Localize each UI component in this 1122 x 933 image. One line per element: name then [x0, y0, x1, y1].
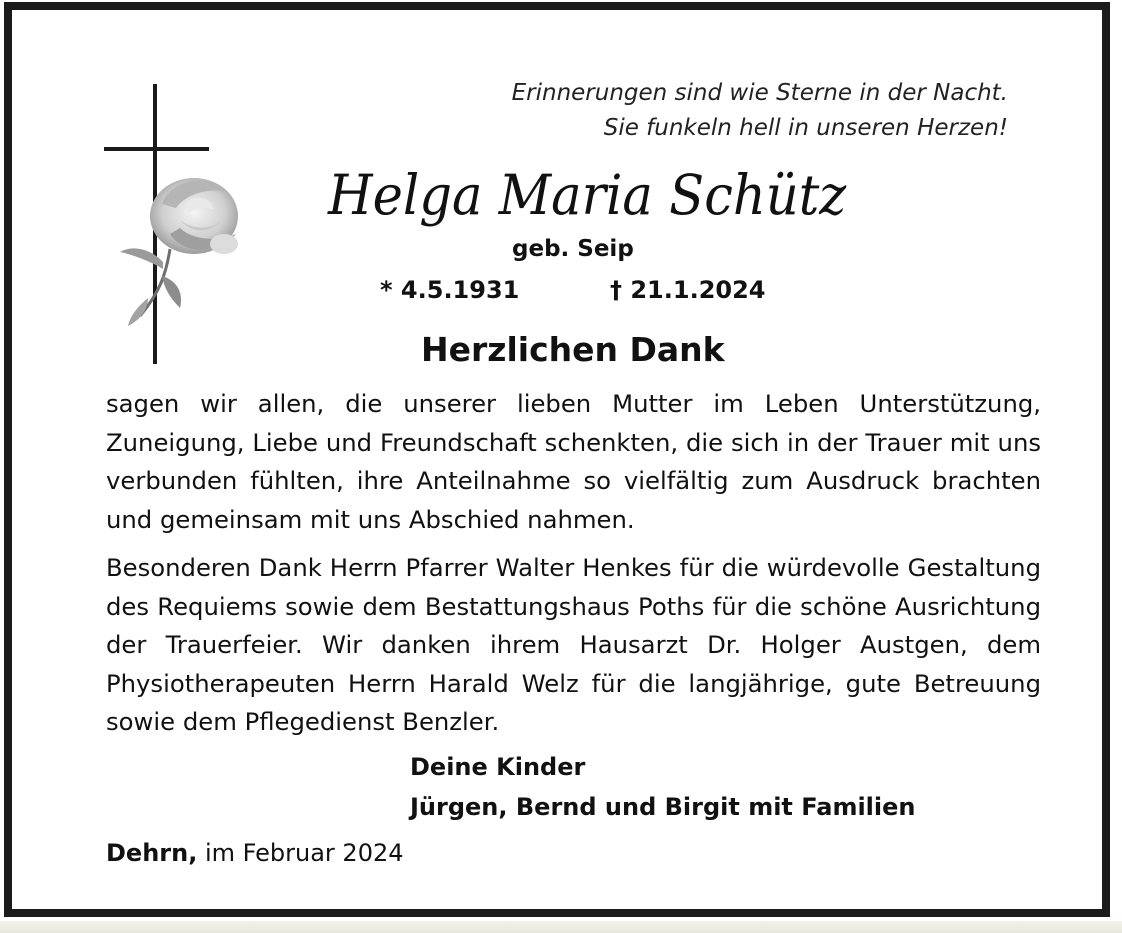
death-date-value: 21.1.2024: [630, 276, 766, 304]
place-name: Dehrn,: [106, 839, 198, 867]
deceased-name: Helga Maria Schütz: [328, 163, 847, 227]
birth-date-value: 4.5.1931: [400, 276, 520, 304]
thanks-heading: Herzlichen Dank: [421, 330, 725, 369]
special-thanks-paragraph: Besonderen Dank Herrn Pfarrer Walter Henkes für die würdevolle Gestaltung des Requiems sowie dem Bestattungshaus Poths für die schöne Ausrichtung der Trauerfeier. Wir danken ihrem Hausarzt Dr. Holger Austgen, dem Physiotherapeuten Herrn Harald Welz für die langjährige, gute Betreuung sowie dem Pflegedienst Benzler.: [106, 553, 1041, 736]
date-text: im Februar 2024: [204, 839, 404, 867]
motto-line-1: Erinnerungen sind wie Sterne in der Nacht.: [511, 80, 1008, 106]
motto-line-2: Sie funkeln hell in unseren Herzen!: [603, 115, 1008, 141]
signature-line-1: Deine Kinder: [410, 753, 586, 781]
birth-symbol: *: [380, 276, 393, 304]
motto-quote: [512, 76, 1008, 146]
place-date: [106, 839, 404, 867]
signature-line-2: Jürgen, Bernd und Birgit mit Familien: [410, 793, 916, 821]
maiden-name: geb. Seip: [512, 236, 634, 262]
death-symbol: †: [610, 276, 622, 304]
obituary-notice: [4, 2, 1110, 917]
thanks-paragraph: sagen wir allen, die unserer lieben Mutter im Leben Unterstützung, Zuneigung, Liebe und Freundschaft schenkten, die sich in der Trauer mit uns verbunden fühlten, ihre Anteilnahme so vielfältig zum Ausdruck brachten und gemeinsam mit uns Abschied nahmen.: [106, 389, 1041, 534]
death-date: [610, 276, 766, 304]
page-bottom-strip: [0, 921, 1122, 933]
birth-date: [380, 276, 519, 304]
cross-with-rose-icon: [100, 84, 252, 366]
